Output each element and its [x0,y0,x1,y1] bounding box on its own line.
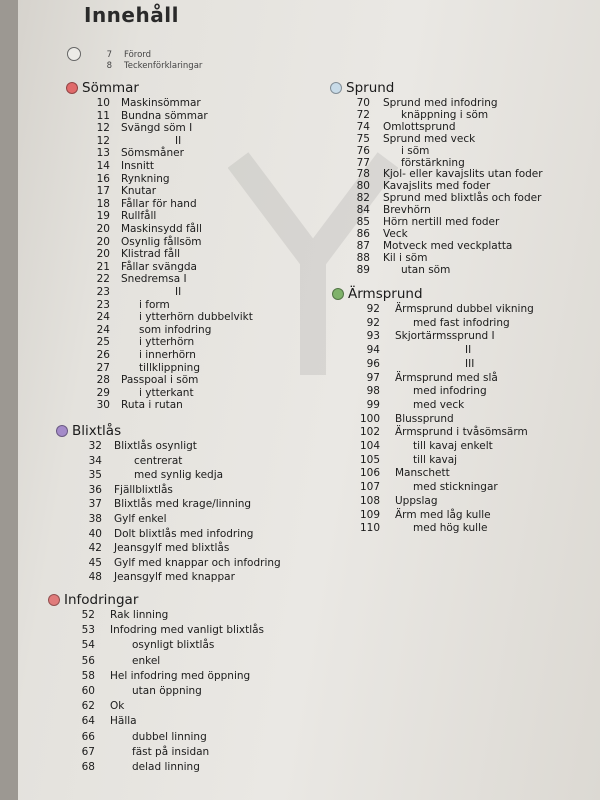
entry-title: Brevhörn [383,204,431,217]
entry-title: Veck [383,227,408,240]
entry-title: Ärmsprund dubbel vikning [395,303,534,315]
page-number: 32 [88,440,102,452]
page-number: 23 [96,286,110,298]
page-number: 35 [88,469,102,482]
page-number: 92 [366,316,380,329]
page-number: 68 [81,761,95,773]
page-number: 34 [88,454,102,467]
entry-title: Rullfåll [121,210,157,223]
entry-title: med synlig kedja [134,469,224,482]
entry-title: Maskinsömmar [121,97,201,109]
page-number: 11 [96,109,110,122]
page-number: 89 [356,263,370,276]
page-number: 104 [359,440,380,452]
page-title: Innehåll [84,3,179,27]
page-number: 27 [96,361,110,374]
section-heading-sprund[interactable] [330,80,394,96]
entry-title: Infodring med vanligt blixtlås [110,624,265,637]
page-number: 109 [359,508,380,521]
entry-title: Osynlig fållsöm [121,235,202,248]
page-number: 30 [96,399,110,412]
page-number: 14 [96,160,110,172]
page-number: 60 [81,685,95,697]
page-number: 102 [359,426,380,439]
page-number: 24 [96,311,110,324]
entry-title: med fast infodring [413,316,510,329]
page-number: 40 [88,527,102,540]
entry-title: Rynkning [121,172,170,185]
entry-title: Gylf med knappar och infodring [114,556,281,569]
page-number: 20 [96,235,110,248]
section-heading-sommar[interactable] [66,80,139,96]
page-number: 78 [356,168,370,181]
entry-title: med veck [413,398,465,411]
entry-title: som infodring [139,323,212,336]
page-number: 12 [96,134,110,147]
entry-title: Passpoal i söm [121,374,199,387]
page-number: 105 [359,453,380,466]
page-number: 17 [96,185,110,198]
entry-title: med hög kulle [413,522,488,535]
page-number: 100 [359,412,380,425]
entry-title: Jeansgylf med blixtlås [114,542,230,555]
page-number: 106 [359,467,380,480]
page-number: 64 [81,715,95,728]
page-number: 86 [356,227,370,240]
entry-title: Hälla [110,715,137,728]
page-number: 21 [96,260,110,273]
page-number: 58 [81,669,95,682]
page-number: 19 [96,210,110,223]
section-heading-armsprund[interactable] [332,286,423,302]
entry-title: fäst på insidan [132,745,210,758]
entry-title: Sprund med veck [383,132,476,145]
entry-title: utan öppning [132,685,202,697]
entry-title: Maskinsydd fåll [121,223,202,235]
entry-title: centrerat [134,454,183,467]
book-page [18,0,600,800]
page-number: 110 [359,522,380,535]
entry-title: knäppning i söm [401,108,489,121]
entry-title: Snedremsa I [121,273,187,286]
entry-title: tillklippning [139,361,201,374]
page-number: 45 [88,556,102,569]
entry-title: Hörn nertill med foder [383,216,500,228]
entry-title: Fållar för hand [121,197,197,210]
section-name: Blixtlås [72,423,122,439]
entry-title: Kil i söm [383,251,428,264]
page-number: 80 [356,180,370,193]
section-color-dot-icon [48,594,60,606]
section-color-dot-icon [330,82,342,94]
entry-title: Uppslag [395,494,438,507]
page-number: 12 [96,122,110,135]
page-number: 20 [96,248,110,261]
section-name: Ärmsprund [348,286,423,302]
entry-title: Fållar svängda [121,260,197,273]
entry-title: Kjol- eller kavajslits utan foder [383,168,543,181]
entry-title: III [465,357,475,370]
entry-title: Förord [124,50,152,60]
page-number: 72 [356,108,370,121]
page-number: 23 [96,298,110,311]
page-number: 24 [96,323,110,336]
entry-title: Ärmsprund i tvåsömsärm [395,426,528,439]
entry-title: enkel [132,654,161,667]
page-number: 18 [96,197,110,210]
entry-title: förstärkning [401,156,465,169]
page-number: 7 [106,50,112,60]
entry-title: i ytterhörn [139,336,195,349]
page-number: 28 [96,374,110,387]
page-number: 38 [88,513,102,525]
entry-title: Dolt blixtlås med infodring [114,527,254,540]
entry-title: Sprund med infodring [383,97,498,109]
page-number: 62 [81,700,95,713]
entry-title: Klistrad fåll [121,248,181,261]
page-number: 67 [81,745,95,758]
page-number: 8 [106,61,112,71]
page-number: 107 [359,481,380,494]
section-heading-blixtlas[interactable] [56,423,121,439]
page-number: 87 [356,239,370,252]
entry-title: i ytterkant [139,386,194,399]
entry-title: i söm [401,144,430,157]
page-number: 98 [366,385,380,398]
entry-title: delad linning [132,761,200,773]
page-number: 25 [96,336,110,349]
entry-title: Blussprund [395,412,454,425]
entry-title: Omlottsprund [383,120,456,133]
entry-title: Skjortärmssprund I [395,330,495,343]
entry-title: utan söm [401,263,451,276]
entry-title: i ytterhörn dubbelvikt [139,311,253,324]
page-number: 108 [359,494,380,507]
entry-title: osynligt blixtlås [132,639,215,652]
page-number: 13 [96,147,110,160]
entry-title: Motveck med veckplatta [383,239,513,252]
intro-circle-icon [67,47,81,61]
entry-title: med stickningar [413,481,498,494]
page-number: 92 [366,303,380,315]
section-name: Sprund [346,80,395,96]
entry-title: till kavaj enkelt [413,440,493,452]
entry-title: Rak linning [110,609,169,621]
section-heading-infodringar[interactable] [48,592,138,608]
page-number: 29 [96,386,110,399]
entry-title: Ruta i rutan [121,399,183,412]
entry-title: II [175,134,182,147]
page-number: 74 [356,120,370,133]
entry-title: till kavaj [413,453,458,466]
entry-title: Sömsmåner [121,147,184,160]
page-number: 66 [81,730,95,743]
page-number: 75 [356,132,370,145]
page-number: 48 [88,571,102,584]
page-number: 97 [366,371,380,384]
entry-title: Hel infodring med öppning [110,669,251,682]
entry-title: dubbel linning [132,730,207,743]
entry-title: Ok [110,700,125,713]
entry-title: med infodring [413,385,487,398]
page-number: 36 [88,483,102,496]
section-color-dot-icon [332,288,344,300]
page-number: 99 [366,398,380,411]
page-number: 42 [88,542,102,555]
page-number: 76 [356,144,370,157]
entry-title: Teckenförklaringar [124,61,203,71]
section-name: Sömmar [82,80,139,96]
page-number: 37 [88,498,102,511]
entry-title: Jeansgylf med knappar [114,571,235,584]
entry-title: i form [139,298,170,311]
page-number: 53 [81,624,95,637]
entry-title: Gylf enkel [114,513,167,525]
page-number: 10 [96,97,110,109]
entry-title: Blixtlås osynligt [114,440,197,452]
section-color-dot-icon [56,425,68,437]
page-number: 94 [366,344,380,357]
page-number: 77 [356,156,370,169]
page-number: 84 [356,204,370,217]
entry-title: II [175,286,182,298]
page-number: 85 [356,216,370,228]
page-number: 16 [96,172,110,185]
entry-title: Fjällblixtlås [114,483,173,496]
entry-title: Bundna sömmar [121,109,208,122]
page-number: 56 [81,654,95,667]
entry-title: Sprund med blixtlås och foder [383,192,542,205]
page-number: 22 [96,273,110,286]
page-number: 82 [356,192,370,205]
section-color-dot-icon [66,82,78,94]
entry-title: II [465,344,472,357]
page-number: 88 [356,251,370,264]
entry-title: Ärm med låg kulle [395,508,491,521]
entry-title: Manschett [395,467,450,480]
entry-title: Insnitt [121,160,155,172]
entry-title: Svängd söm I [121,122,193,135]
page-number: 96 [366,357,380,370]
page-number: 20 [96,223,110,235]
entry-title: Blixtlås med krage/linning [114,498,252,511]
entry-title: Kavajslits med foder [383,180,491,193]
entry-title: Ärmsprund med slå [395,371,498,384]
page-number: 54 [81,639,95,652]
entry-title: Knutar [121,185,157,198]
page-number: 93 [366,330,380,343]
entry-title: i innerhörn [139,349,196,361]
page-number: 26 [96,349,110,361]
page-number: 70 [356,97,370,109]
page-number: 52 [81,609,95,621]
section-name: Infodringar [64,592,139,608]
